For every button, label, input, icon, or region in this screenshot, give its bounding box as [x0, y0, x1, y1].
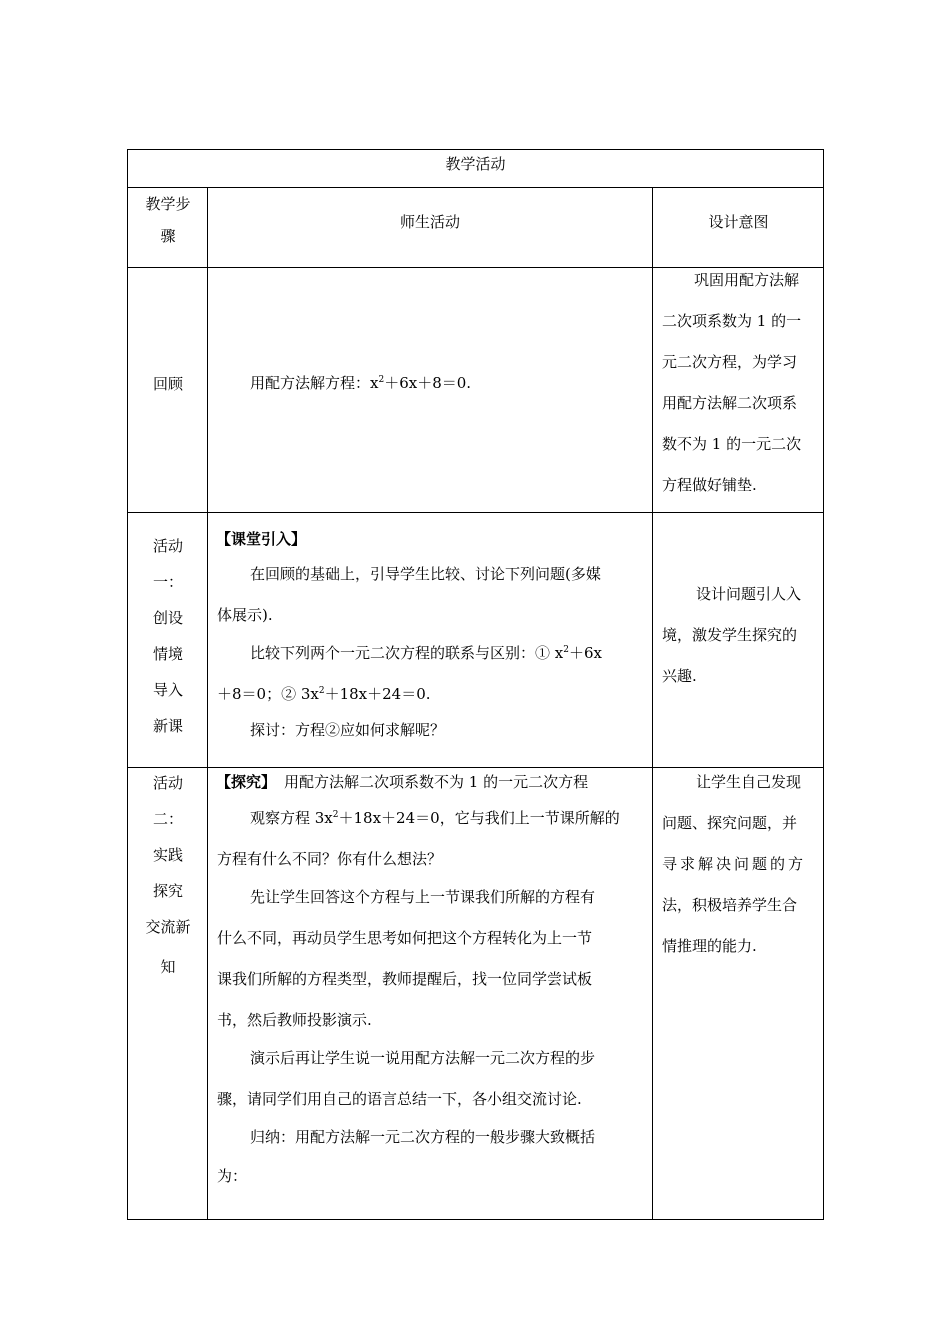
header-step-line1: 教学步: [145, 195, 191, 213]
activity1-eq-sup: 2: [563, 645, 569, 655]
review-intent-line: 元二次方程，为学习: [662, 353, 798, 371]
activity1-step-line: 新课: [152, 717, 183, 735]
review-content-pre: 用配方法解方程：x: [250, 374, 379, 392]
activity2-heading: [216, 772, 588, 792]
activity2-heading-bracket: 【探究】: [216, 773, 277, 791]
activity1-paragraph: [250, 643, 602, 663]
header-activity: 师生活动: [399, 213, 460, 231]
activity2-paragraph: 为：: [217, 1167, 248, 1185]
activity2-paragraph: 书，然后教师投影演示.: [217, 1011, 372, 1029]
activity2-paragraph: 骤，请同学们用自己的语言总结一下，各小组交流讨论.: [217, 1090, 582, 1108]
activity2-intent-line: 寻求解决问题的方: [662, 855, 807, 873]
activity1-step-line: 一：: [152, 573, 183, 591]
activity2-paragraph: [250, 808, 620, 828]
activity1-step-line: 活动: [152, 537, 183, 555]
activity2-intent-line: 法，积极培养学生合: [662, 896, 798, 914]
activity2-eq-pre: 观察方程 3x: [250, 809, 333, 827]
review-content-sup: 2: [378, 375, 385, 385]
activity2-paragraph: 演示后再让学生说一说用配方法解一元二次方程的步: [250, 1049, 596, 1067]
activity2-paragraph: 什么不同，再动员学生思考如何把这个方程转化为上一节: [217, 929, 593, 947]
header-step: [128, 194, 208, 246]
row-divider: [127, 187, 824, 188]
table-title: 教学活动: [445, 155, 506, 173]
column-divider: [652, 187, 653, 1220]
row-divider: [127, 767, 824, 768]
activity2-step-line: 知: [160, 958, 176, 976]
review-content-post: ＋6x＋8＝0.: [384, 374, 472, 392]
review-intent-line: 方程做好铺垫.: [662, 476, 757, 494]
activity2-paragraph: 归纳：用配方法解一元二次方程的一般步骤大致概括: [250, 1128, 596, 1146]
activity1-eq-pre: 比较下列两个一元二次方程的联系与区别：① x: [250, 644, 564, 662]
activity1-paragraph: 探讨：方程②应如何求解呢？: [250, 721, 446, 739]
activity2-intent-line: 让学生自己发现: [696, 773, 802, 791]
header-step-line2: 骤: [160, 227, 176, 245]
activity1-step-line: 创设: [152, 609, 183, 627]
activity1-intent-line: 境，激发学生探究的: [662, 626, 798, 644]
review-content: [250, 373, 471, 393]
activity1-paragraph: 在回顾的基础上，引导学生比较、讨论下列问题(多媒: [250, 565, 601, 583]
activity2-eq-post: ＋18x＋24＝0，它与我们上一节课所解的: [338, 809, 620, 827]
activity1-eq-post: ＋18x＋24＝0.: [324, 685, 431, 703]
activity2-paragraph: 先让学生回答这个方程与上一节课我们所解的方程有: [250, 888, 596, 906]
activity2-paragraph: 课我们所解的方程类型，教师提醒后，找一位同学尝试板: [217, 970, 593, 988]
review-step: 回顾: [152, 375, 183, 393]
activity2-heading-text: 用配方法解二次项系数不为 1 的一元二次方程: [284, 773, 589, 791]
header-intent: 设计意图: [708, 213, 769, 231]
activity1-paragraph: [217, 684, 431, 704]
row-divider: [127, 267, 824, 268]
activity2-step-line: 探究: [152, 882, 183, 900]
activity2-intent-line: 问题、探究问题，并: [662, 814, 798, 832]
activity1-step-line: 导入: [152, 681, 183, 699]
column-divider: [207, 187, 208, 1220]
activity2-paragraph: 方程有什么不同？你有什么想法？: [217, 850, 443, 868]
review-intent-line: 二次项系数为 1 的一: [662, 312, 802, 330]
activity1-eq-post: ＋6x: [568, 644, 602, 662]
activity2-step-line: 活动: [152, 774, 183, 792]
activity1-heading: 【课堂引入】: [216, 530, 307, 548]
activity1-intent-line: 兴趣.: [662, 667, 697, 685]
activity1-paragraph: 体展示).: [217, 606, 273, 624]
activity2-step-line: 二：: [152, 810, 183, 828]
activity1-eq-pre: ＋8＝0；② 3x: [217, 685, 319, 703]
activity2-eq-sup: 2: [332, 810, 339, 820]
review-intent-line: 巩固用配方法解: [694, 271, 800, 289]
review-intent-line: 用配方法解二次项系: [662, 394, 798, 412]
row-divider: [127, 512, 824, 513]
activity2-step-line: 实践: [152, 846, 183, 864]
activity1-step-line: 情境: [152, 645, 183, 663]
activity2-step-line: 交流新: [145, 918, 191, 936]
review-intent-line: 数不为 1 的一元二次: [662, 435, 802, 453]
activity1-eq-sup: 2: [318, 686, 325, 696]
activity1-intent-line: 设计问题引人入: [696, 585, 802, 603]
activity2-intent-line: 情推理的能力.: [662, 937, 757, 955]
